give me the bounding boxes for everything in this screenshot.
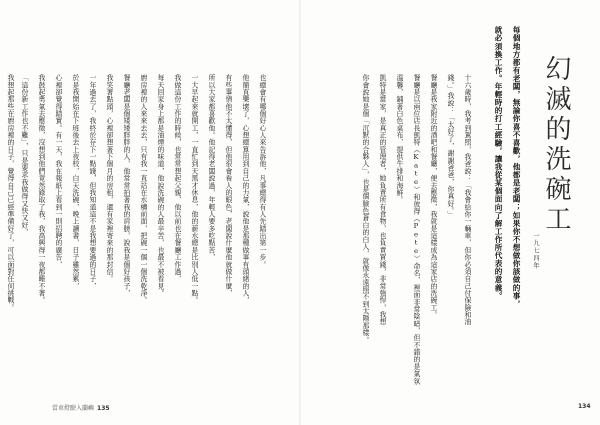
body-column: 他簡直樂壞了，心想總算用到自己的力氣，說他是那種做事有頭緒的人， [241,74,249,304]
chapter-year: 一九七四年 [532,232,539,270]
intro-line: 就必須換工作。年輕時的打工經驗，讓我從某個面向了解工作所代表的意義。 [494,26,503,300]
body-column: 我鼓起勇氣去應徵，沒想到他們竟然錄取了我，我高興得一夜都睡不著。 [37,74,45,304]
body-column: 也總會有哪個好心人來告訴他，凡事總得有人先踏出第一步。 [258,74,266,268]
body-column: 我想起那些在廚房裡的日子，覺得自己已經準備好了，可以面對任何挑戰。 [6,74,14,311]
body-column: 錢。」我說：「太好了，謝謝爸爸，你真好。」 [446,74,454,218]
body-column: 十六歲時，我考到駕照，我爸說：「我會給你一輛車，但你必須自己付保險和油 [463,74,471,326]
body-column: 溫馨，鋪著白色桌布，提供牛排和海鮮。 [395,74,403,204]
book-title-running-head: 當車燈駛入蘭嶼 [52,405,95,412]
left-footer [52,403,110,412]
body-column: 我做這份工作的時候，也常常想起父親，他以前也在餐廳工作過， [173,74,181,283]
body-column: 一大早起來就開工，一直忙到天黑才休息，他的薪水總是比別人低一點。 [190,74,198,304]
page-number: 134 [578,403,591,410]
intro-line: 每個地方都有老闆，無論你喜不喜歡，他都是老闆；如果你不想做你該做的事， [512,26,521,308]
page-number: 135 [97,405,110,412]
body-column: 有些事情他不太懂得，但他很會看人的眼色，老闆說什麼他就做什麼， [224,74,232,297]
body-column: 「這份新工作也不難」，只是要求我做得又快又好， [20,74,28,236]
body-column: 於是我開始在下班後去上夜校，白天洗碗，晚上讀書，日子雖然累， [71,74,79,290]
body-column: 凱特是當家，是真正的管理者，她負責所有食物，也負責買錢，非常強悍，我想 [378,74,386,326]
body-column: 每天回家身上都是油煙的味道，他說洗碗的人最辛苦，也最不被看見。 [156,74,164,297]
body-column: 一年過去了，我終於存下一點錢，但我知道這不是我想要過的日子， [88,74,96,290]
body-column: 廚房裡的人來來去去，只有我一直站在水槽前面，把碗一個一個洗乾淨。 [139,74,147,304]
body-column: 餐廳是以兩位店長凱特（Kate）和彼得（Pete）命名，裡面非常陰暗，但不錯的是氣氛 [412,74,420,385]
body-column: 餐廳老闆是個矮矮胖胖的人，他常常拍著我的肩膀，說我是個好孩子， [122,74,130,297]
chapter-title: 幻滅的洗碗工 [541,55,571,235]
body-column: 我笑著點頭，心裡卻想著下個月的房租，還有家裡寄來的那封信。 [105,74,113,283]
page-gutter [299,0,301,425]
body-column: 心裡卻覺得踏實。有一天，我在報紙上看到一則招聘的廣告， [54,74,62,268]
body-column: 餐廳是我家附近的酒吧和餐廳，便去應徵，我就是這樣成為這家店的洗碗工。 [429,74,437,319]
right-footer [575,403,591,410]
body-column: 所以大家都喜歡他。他記得老闆說過，年輕人要多吃點苦， [207,74,215,261]
body-column: 你會說她是個「沉默的合夥人」，也是個臉色蒼白的白人，就像永遠照不到太陽那樣。 [361,74,369,344]
